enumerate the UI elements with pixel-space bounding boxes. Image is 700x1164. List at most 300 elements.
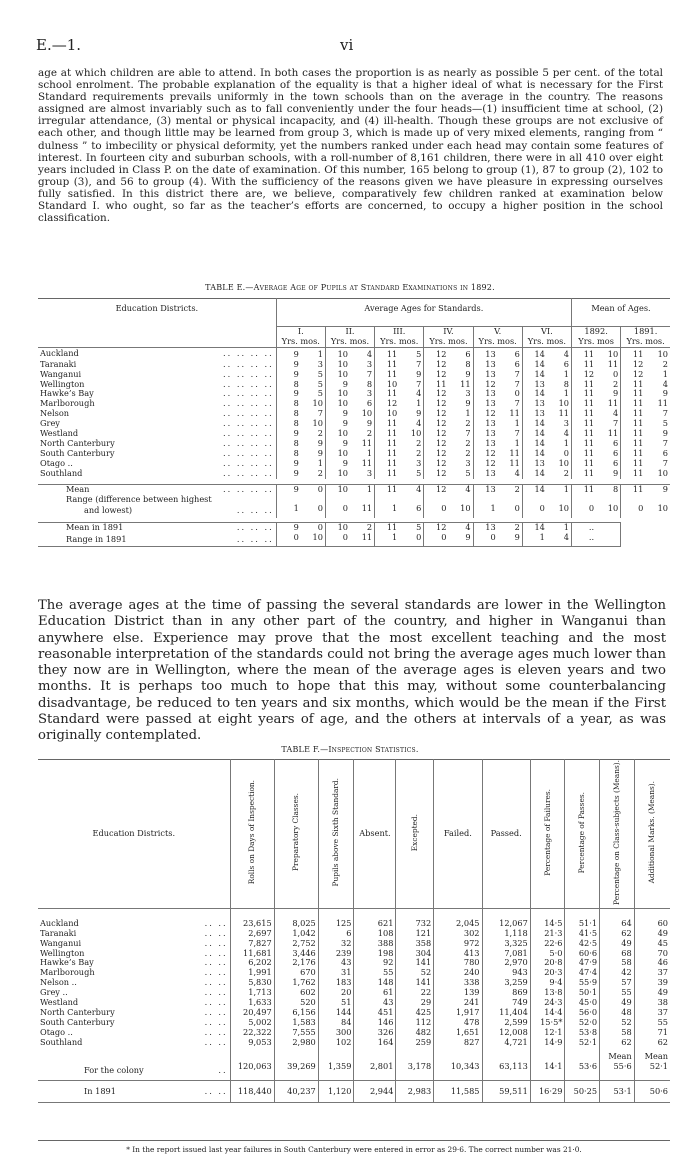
table-e-cell: 13 [522,399,547,409]
table-e-cell: 9 [276,370,301,380]
table-e-cell: 12 [572,370,597,380]
table-f-col-header [530,760,565,909]
table-e-cell: 9 [498,533,523,546]
leader-dots: .. .. .. .. [223,457,274,468]
table-e-cell: 1 [350,484,375,494]
table-e-unit-header: Yrs. mos. [424,337,473,347]
table-e-row [38,439,670,449]
range-label-2: and lowest) [84,505,133,516]
table-e-cell: 11 [361,457,373,468]
in1891-label: In 1891 [84,1085,116,1096]
mean-label: Mean [66,483,90,494]
leader-dots: .. .. .. .. [223,447,274,458]
table-e-cell: 11 [460,378,471,389]
table-f-cell: 112 [396,1018,434,1028]
table-f-col-header [634,760,670,909]
table-e-cell: 1 [563,368,569,379]
table-e-cell: .. [572,533,597,546]
table-e-cell: 4 [416,418,422,429]
table-f-header-text: Passed. [490,827,522,838]
table-e-cell: 14 [522,360,547,370]
table-e-cell: 12 [424,419,449,429]
table-e-cell: 4 [563,348,569,359]
table-e-cell: 11 [621,380,646,390]
table-f-cell: 23,615 [230,908,274,928]
table-e-cell: 8 [465,358,471,369]
table-f-cell: 183 [318,978,354,988]
table-e-cell: 9 [317,447,323,458]
table-e-cell: 3 [563,418,569,429]
page-number: vi [340,36,354,54]
table-f-cell [565,1048,600,1062]
table-e-cell: 11 [424,380,449,390]
leader-dots: .. .. [204,957,228,968]
table-e-cell: 2 [465,418,471,429]
leader-dots: .. .. [204,937,228,948]
table-f-cell: 20·3 [530,968,565,978]
leader-dots: .. .. [204,1036,228,1047]
table-e-cell: 10 [607,503,619,514]
table-f-cell: 14·1 [530,1062,565,1080]
table-e-cell: 7 [613,418,619,429]
district-label: Hawke’s Bay [40,388,94,399]
table-e-cell: 10 [325,389,350,399]
table-f-cell: 62 [634,1038,670,1048]
table-e-cell: 10 [558,503,569,514]
leader-dots: .. .. [204,917,228,928]
table-e-cell: 9 [613,388,619,399]
table-f-cell: 520 [274,998,318,1008]
table-e-cell: 0 [621,504,646,518]
table-f-cell: 50·25 [565,1080,600,1103]
table-f-cell: 45 [634,939,670,949]
table-e-cell: 14 [522,347,547,359]
leader-dots: .. .. .. .. [223,347,274,358]
table-e-row [38,459,670,469]
table-e-col-group-mean: Mean of Ages. [572,299,671,327]
district-label: Wellington [40,378,85,389]
body-paragraph-1: age at which children are able to attend. In both cases the proportion is as nearly as possible 5 per cent. of the total school enrolment. The probable explanation of the equality is that a higher ideal of what is necessary for the First Standard requirements prevails uniformly in the town schools than on the average in the country. The reasons assigned are almost invariably such as to fall conveniently under the four heads—(1) insufficient time at school, (2) irregular attendance, (3) mental or physical incapacity, and (4) ill-health. Though these groups are not exclusive of each other, and though little may be learned from group 3, which is made up of very mixed elements, ranging from “ dulness ” to imbecility or physical deformity, yet the numbers ranked under each head may contain some features of interest. In fourteen city and suburban schools, with a roll-number of 8,161 children, there were in all 410 over eight years included in Class P. on the date of examination. Of this number, 165 belong to group (1), 87 to group (2), 102 to group (3), and 56 to group (4). With the sufficiency of the reasons given we have pleasure in expressing ourselves fully satisfied. In this district there are, we believe, comparatively few children ranked at examination below Standard I. who ought, so far as the teacher’s efforts are concerned, to occupy a higher position in the school classification. [38,67,663,225]
table-e-cell: 0 [473,533,498,546]
table-f-cell: 60·6 [565,949,600,959]
table-f-row [38,939,670,949]
table-e-cell: 2 [416,447,422,458]
table-e-cell: 11 [621,347,646,359]
table-f-cell: 49 [600,939,635,949]
table-e-cell: 1 [317,457,323,468]
table-e-cell: 11 [621,419,646,429]
district-label: Nelson .. [40,977,77,988]
leader-dots: .. [218,1064,228,1075]
table-e-cell: 11 [375,360,400,370]
table-f-cell: 869 [482,988,530,998]
table-f-cell: 304 [396,949,434,959]
table-f-row [38,908,670,928]
table-e-col-group-ages: Average Ages for Standards. [276,299,571,327]
table-e-cell: 10 [657,503,668,514]
table-e-cell: 3 [366,467,373,478]
table-e-cell: 2 [613,378,619,389]
table-f-col-header [230,760,274,909]
leader-dots: .. .. .. .. [223,437,274,448]
table-e-cell: 11 [375,429,400,439]
table-f-cell: 2,752 [274,939,318,949]
leader-dots: .. .. .. [236,533,274,544]
table-e-cell: 13 [473,523,498,533]
table-e-cell: 5 [317,378,323,389]
table-f-cell: 21·3 [530,929,565,939]
table-e-cell: 1 [473,504,498,518]
table-e-cell: 11 [375,370,400,380]
table-e-unit-header: Yrs. mos. [473,337,522,347]
table-e-cell: 11 [375,347,400,359]
table-e-cell: 11 [375,484,400,494]
table-e-cell: 7 [317,408,323,419]
table-f-cell: 3,259 [482,978,530,988]
district-label: Nelson [40,408,70,419]
table-f-cell: 2,944 [354,1080,396,1103]
table-e-cell: 8 [276,419,301,429]
table-f-cell: 92 [354,958,396,968]
table-f-cell: 5,002 [230,1018,274,1028]
table-e-title-prefix: TABLE E.— [205,283,254,292]
table-e-row [38,449,670,459]
table-e-cell: 11 [607,428,619,439]
table-f-cell: 621 [354,908,396,928]
district-label: Auckland [40,347,79,358]
table-e-cell: 10 [325,469,350,479]
table-e-cell: 7 [366,368,373,379]
table-f-cell: 39,269 [274,1062,318,1080]
leader-dots: .. .. [204,1085,228,1096]
table-f-cell: 425 [396,1008,434,1018]
table-e-cell: 8 [596,484,621,494]
table-e-cell: 11 [509,457,520,468]
district-label: North Canterbury [40,437,115,448]
table-e-cell: .. [572,523,597,533]
table-e-title [0,283,700,292]
table-f-cell: 14·9 [530,1038,565,1048]
table-e-cell: 10 [375,380,400,390]
district-label: Otago .. [40,1026,73,1037]
body-paragraph-2: The average ages at the time of passing the several standards are lower in the Wellington Education District than in any other part of the country, and higher in Wanganui than anywhere else. Experience may prove that the most excellent teaching and the most reasonable interpretation of the standards could not bring the average ages much lower than they now are in Wellington, where the mean of the average ages is eleven years and two months. It is perhaps too much to hope that this may, without some counterbalancing disadvantage, be reduced to ten years and six months, which would be the mean if the First Standard were passed at eight years of age, and the others at intervals of a year, as was originally contemplated. [38,598,666,744]
table-e-cell: 2 [563,467,569,478]
table-f-cell: 14·5 [530,908,565,928]
table-f-cell: 50·6 [634,1080,670,1103]
table-e-cell: 5 [317,388,323,399]
table-e-cell: 11 [607,358,619,369]
table-e-cell: 10 [325,360,350,370]
table-e-range-label-2 [38,504,276,518]
table-e-cell: 10 [657,348,668,359]
table-e-body [38,299,670,547]
table-f-colony-label [38,1062,230,1080]
table-e-standard-header: 1891. [621,327,670,337]
table-f-cell: 11,585 [434,1080,482,1103]
table-f-cell: 57 [600,978,635,988]
table-e-range1891-label [38,533,276,546]
table-e-cell: 12 [424,347,449,359]
table-f-cell: 139 [434,988,482,998]
leader-dots: .. .. [204,1016,228,1027]
table-e-cell: 2 [350,523,375,533]
table-f-cell: 55 [600,988,635,998]
table-f-cell: 52 [600,1018,635,1028]
table-e-cell: 4 [662,378,668,389]
table-f-cell: 55·6 [600,1062,635,1080]
table-e-row [38,360,670,370]
table-f-cell: 20·8 [530,958,565,968]
table-f-cell: 732 [396,908,434,928]
table-e-cell: 3 [465,388,471,399]
table-e-cell: 11 [621,484,646,494]
table-f-cell: 51 [318,998,354,1008]
table-f-row [38,1038,670,1048]
table-e-cell: 12 [621,370,646,380]
table-e-cell: 1 [375,504,400,518]
table-e-unit-header: Yrs. mos. [375,337,424,347]
table-f-cell: 2,980 [274,1038,318,1048]
table-f-cell: 61 [354,988,396,998]
table-f-district-name [38,1038,230,1048]
table-e-cell: 7 [514,398,520,409]
table-e-cell: 11 [572,469,597,479]
table-f-cell: 1,042 [274,929,318,939]
table-f-cell [318,1048,354,1062]
table-e-cell [645,533,670,546]
table-f-cell: 7,081 [482,949,530,959]
table-e-row [38,429,670,439]
table-e-cell: 11 [375,459,400,469]
table-f-row [38,988,670,998]
table-e-cell: 11 [572,409,597,419]
table-e-cell: 13 [473,469,498,479]
table-e-cell: 2 [317,467,323,478]
table-e-cell: 13 [522,409,547,419]
table-e-cell: 9 [645,484,670,494]
table-e-cell: 14 [522,449,547,459]
table-e-cell: 12 [473,380,498,390]
table-e-cell: 12 [473,449,498,459]
district-label: Auckland [40,917,79,928]
table-f-cell: 1,633 [230,998,274,1008]
table-f-cell: 16·29 [530,1080,565,1103]
table-e-cell: 9 [276,429,301,439]
table-f-cell: 749 [482,998,530,1008]
table-f-row [38,1028,670,1038]
table-e-cell: 14 [522,389,547,399]
table-f-header-text: Percentage of Passes. [577,791,587,874]
table-f-cell: 42 [600,968,635,978]
table-e-cell: 11 [621,469,646,479]
table-e-cell: 11 [375,419,400,429]
table-f-cell: 47·4 [565,968,600,978]
leader-dots: .. .. .. .. [223,398,274,409]
table-e-cell: 2 [465,447,471,458]
table-e-range-label-row [38,495,670,505]
table-e-cell: 10 [558,457,569,468]
table-e-cell: 13 [522,459,547,469]
table-e-cell: 10 [375,409,400,419]
table-e-cell: 14 [522,370,547,380]
table-f-header-text: Absent. [359,827,391,838]
table-e-cell: 0 [317,503,323,514]
table-e-cell: 10 [558,398,569,409]
table-e-cell: 1 [547,523,572,533]
table-f-row [38,998,670,1008]
leader-dots: .. .. .. .. [223,467,274,478]
table-e-cell: 8 [276,380,301,390]
table-e-cell: 9 [465,368,471,379]
table-f-cell: 326 [354,1028,396,1038]
table-e-cell: 10 [325,399,350,409]
table-f-cell: 141 [396,978,434,988]
table-f-cell: 31 [318,968,354,978]
table-e-cell: 14 [522,469,547,479]
table-e-standard-header: III. [375,327,424,337]
district-label: South Canterbury [40,1016,115,1027]
table-e-cell: 11 [375,449,400,459]
table-e-cell: 0 [399,533,424,546]
table-e-row [38,409,670,419]
table-e-cell: 0 [325,504,350,518]
table-e-cell: 1 [276,504,301,518]
table-e-cell: 1 [662,368,668,379]
table-e-cell: 0 [572,504,597,518]
table-e-average-ages [38,298,670,547]
table-e-cell: 11 [621,459,646,469]
table-f-row [38,1018,670,1028]
table-e-standard-header: IV. [424,327,473,337]
table-f-cell: 47·9 [565,958,600,968]
table-f-mean-label-row [38,1048,670,1062]
table-e-cell [621,533,646,546]
table-e-cell: 11 [361,437,373,448]
table-f-cell: 39 [634,978,670,988]
table-f-cell: 14·4 [530,1008,565,1018]
table-f-cell: 2,801 [354,1062,396,1080]
table-f-cell: 53·1 [600,1080,635,1103]
table-f-cell: 240 [434,968,482,978]
table-e-cell: 1 [522,533,547,546]
table-e-cell: 9 [276,459,301,469]
table-f-col-header [482,760,530,909]
table-e-cell: 0 [424,504,449,518]
table-e-cell: 10 [301,533,326,546]
table-e-cell: 4 [563,428,569,439]
table-e-cell: 6 [613,447,619,458]
table-f-body [38,760,670,1103]
district-label: Grey .. [40,987,68,998]
table-e-cell: 4 [416,388,422,399]
table-e-cell: 7 [416,358,422,369]
table-f-cell: 70 [634,949,670,959]
table-f-cell: 60 [634,908,670,928]
table-f-row [38,968,670,978]
table-e-cell: 9 [325,380,350,390]
table-e-cell: 11 [375,469,400,479]
table-f-row [38,1008,670,1018]
table-e-cell: 9 [276,469,301,479]
table-f-cell: 59,511 [482,1080,530,1103]
table-f-cell: 3,178 [396,1062,434,1080]
table-f-title-text: Inspection Statistics. [328,745,419,754]
table-e-cell: 5 [662,418,668,429]
table-e-cell: 1 [514,437,520,448]
district-label: Otago .. [40,457,73,468]
leader-dots: .. .. [204,927,228,938]
table-f-cell: 1,713 [230,988,274,998]
table-f-row [38,958,670,968]
table-f-col-header [434,760,482,909]
table-e-unit-header: Yrs. mos. [621,337,670,347]
table-f-cell: 52·1 [565,1038,600,1048]
table-e-cell: 9 [325,419,350,429]
table-f-cell: 198 [354,949,396,959]
table-f-header-row [38,760,670,909]
footnote-rule [38,1140,670,1141]
table-e-cell: 4 [547,533,572,546]
table-e-row [38,504,670,518]
leader-dots: .. .. [204,987,228,998]
table-f-cell: 141 [396,958,434,968]
table-f-cell: 49 [600,998,635,1008]
table-e-cell: 11 [572,389,597,399]
table-e-cell: 11 [558,408,569,419]
table-e-cell: 10 [361,408,373,419]
table-f-cell: 241 [434,998,482,1008]
table-f-cell: 451 [354,1008,396,1018]
table-e-header-row [38,299,670,327]
table-f-cell: 1,583 [274,1018,318,1028]
table-e-cell: 7 [514,428,520,439]
table-f-row [38,978,670,988]
table-f-cell: 338 [434,978,482,988]
table-f-cell: 121 [396,929,434,939]
table-e-cell: 10 [325,449,350,459]
district-label: Southland [40,1036,83,1047]
table-e-cell: 5 [465,467,471,478]
table-e-cell: 8 [276,449,301,459]
table-e-cell: 1 [317,348,323,359]
leader-dots: .. .. [204,1007,228,1017]
table-e-cell: 11 [657,398,668,409]
table-e-cell: 7 [514,368,520,379]
table-e-cell: 11 [572,429,597,439]
table-e-cell: 7 [465,428,471,439]
table-f-cell: 53·8 [565,1028,600,1038]
district-label: Taranaki [40,358,77,369]
table-f-cell: 118,440 [230,1080,274,1103]
spacer-cell [38,1048,230,1062]
table-e-cell: 6 [514,358,520,369]
table-f-cell: 15·5* [530,1018,565,1028]
table-e-cell: 11 [375,389,400,399]
table-e-cell: 13 [473,370,498,380]
table-e-cell: 10 [460,503,471,514]
table-e-cell: 14 [522,429,547,439]
table-f-row [38,1062,670,1080]
table-f-cell: 52·0 [565,1018,600,1028]
colony-label: For the colony [84,1064,144,1075]
leader-dots: .. .. .. .. [223,358,274,369]
table-e-cell: 11 [621,429,646,439]
table-e-cell: 0 [563,447,569,458]
table-e-cell: 11 [375,523,400,533]
district-label: Hawke’s Bay [40,957,94,968]
table-f-cell: 20,497 [230,1008,274,1018]
table-f-1891-label [38,1080,230,1103]
